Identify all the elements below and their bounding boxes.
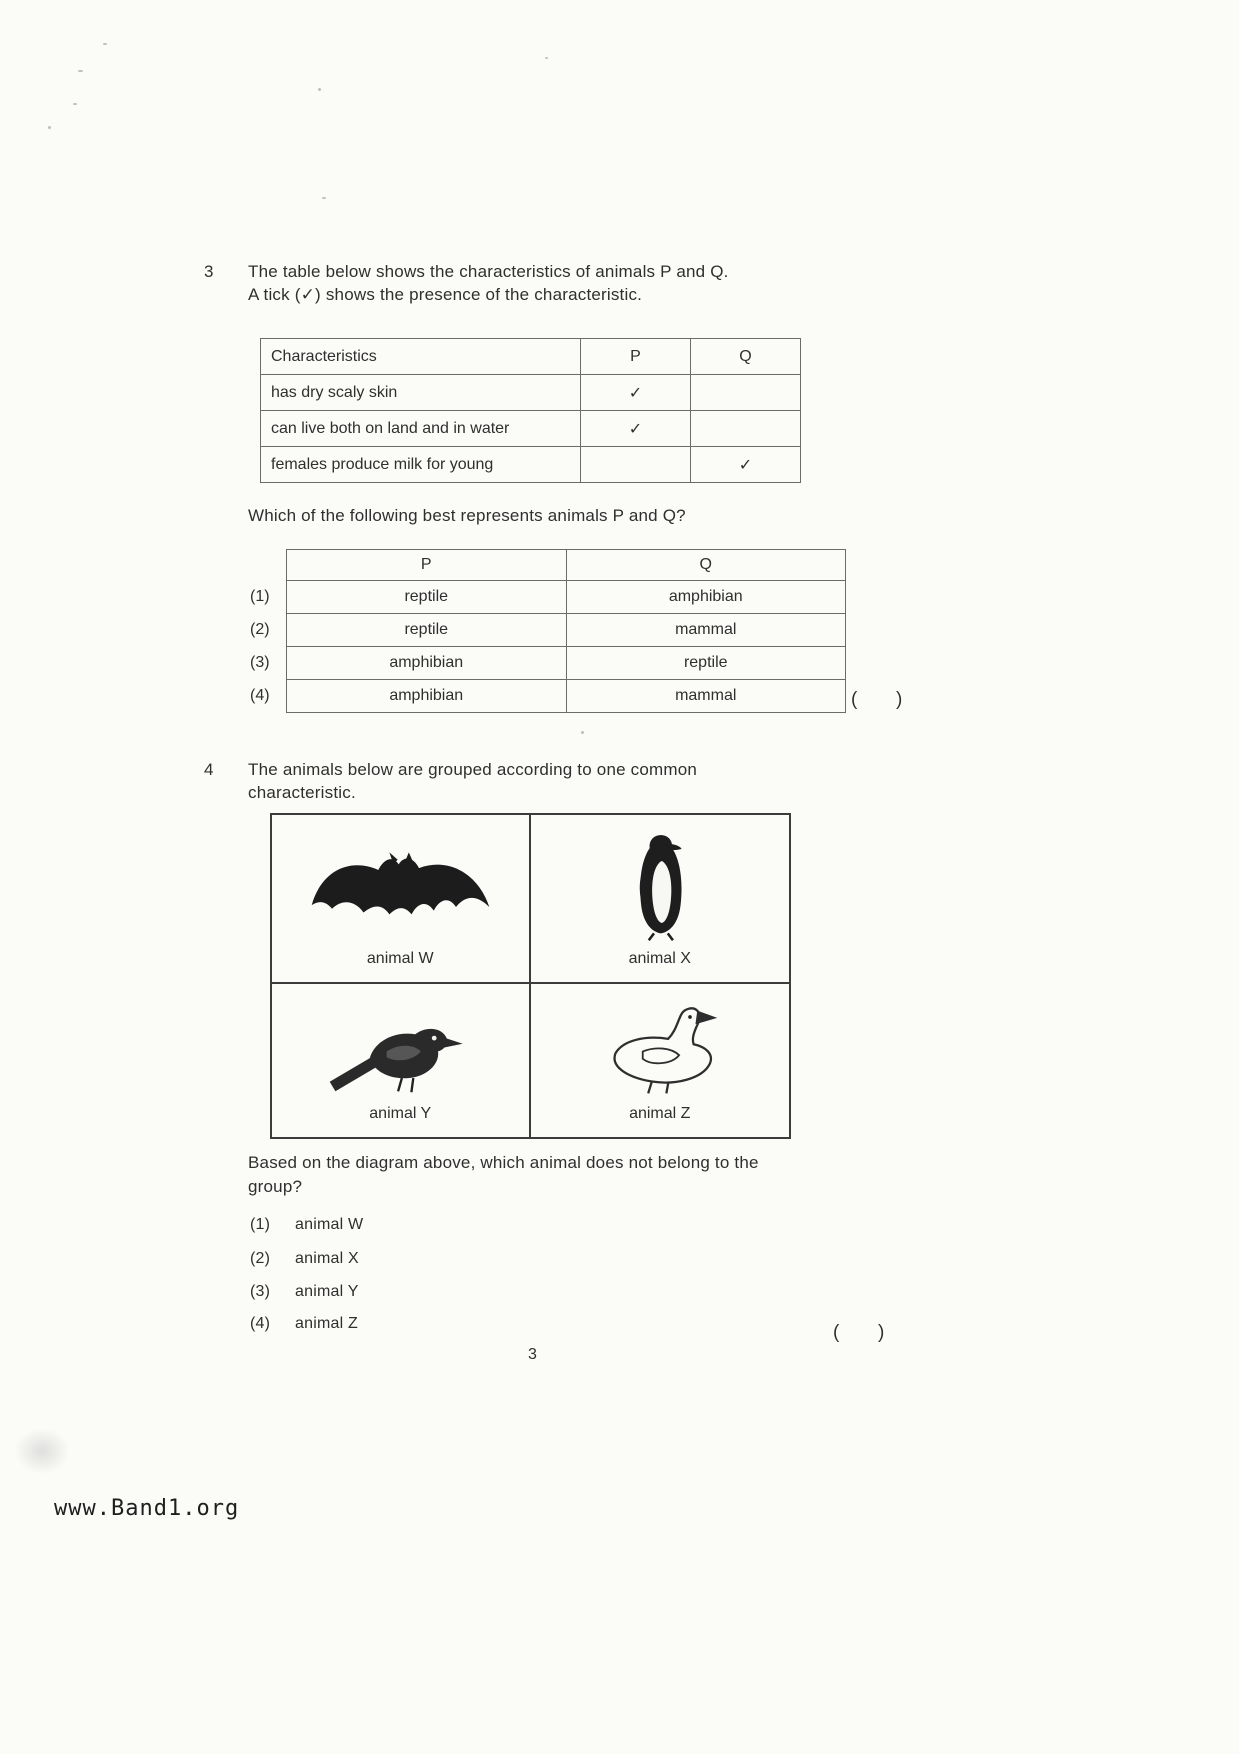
tick-cell-p	[581, 447, 691, 483]
option-p-value: reptile	[287, 614, 567, 647]
option-label: animal W	[295, 1216, 364, 1233]
grid-cell-animal-w	[272, 815, 531, 984]
option-q-value: mammal	[566, 680, 846, 713]
scan-speck	[73, 103, 77, 105]
watermark: www.Band1.org	[54, 1496, 240, 1521]
scan-speck	[318, 88, 321, 91]
scan-speck	[48, 126, 51, 129]
animal-label: animal X	[628, 950, 691, 968]
table-header-row	[287, 550, 846, 581]
table-row	[287, 581, 846, 614]
option-q-value: mammal	[566, 614, 846, 647]
col-header-characteristics: Characteristics	[261, 339, 581, 375]
option-number: (2)	[250, 621, 270, 638]
q3-prompt-line2: A tick (✓) shows the presence of the characteristic.	[248, 285, 643, 304]
tick-cell-q	[691, 375, 801, 411]
q4-prompt-line1: The animals below are grouped according to one common	[248, 760, 698, 779]
scan-smudge	[14, 1428, 70, 1474]
scan-speck	[103, 43, 107, 45]
table-row	[261, 375, 801, 411]
table-row	[287, 614, 846, 647]
option-number: (4)	[250, 687, 270, 704]
answer-bracket-q3: ( )	[851, 689, 904, 710]
option-number: (3)	[250, 654, 270, 671]
animal-label: animal Z	[629, 1104, 691, 1122]
q4-prompt-line2: characteristic.	[248, 783, 356, 802]
col-header-q: Q	[566, 550, 846, 581]
scan-speck	[545, 57, 548, 59]
table-row	[261, 447, 801, 483]
option-p-value: reptile	[287, 581, 567, 614]
characteristics-table	[260, 338, 801, 483]
characteristic-label: has dry scaly skin	[261, 375, 581, 411]
table-row	[261, 411, 801, 447]
duck-icon	[590, 997, 730, 1097]
option-number: (3)	[250, 1283, 271, 1300]
answer-options-table	[286, 549, 846, 713]
scan-speck	[78, 70, 83, 72]
table-row	[287, 680, 846, 713]
answer-bracket-q4: ( )	[833, 1322, 886, 1343]
q4-sub-prompt-line2: group?	[248, 1177, 303, 1196]
bat-icon	[308, 846, 493, 942]
q4-sub-prompt-line1: Based on the diagram above, which animal does not belong to the	[248, 1153, 759, 1172]
penguin-icon	[629, 830, 691, 942]
option-label: animal X	[295, 1250, 359, 1267]
col-header-q: Q	[691, 339, 801, 375]
animal-grid	[270, 813, 791, 1139]
col-header-p: P	[287, 550, 567, 581]
tick-cell-p: ✓	[581, 411, 691, 447]
tick-cell-q: ✓	[691, 447, 801, 483]
tick-cell-q	[691, 411, 801, 447]
scan-speck	[581, 731, 584, 734]
table-row	[287, 647, 846, 680]
grid-cell-animal-x	[531, 815, 790, 984]
option-p-value: amphibian	[287, 680, 567, 713]
tick-cell-p: ✓	[581, 375, 691, 411]
animal-label: animal Y	[369, 1104, 432, 1122]
characteristic-label: females produce milk for young	[261, 447, 581, 483]
option-number: (2)	[250, 1250, 271, 1267]
scan-speck	[322, 197, 326, 199]
option-q-value: reptile	[566, 647, 846, 680]
table-header-row	[261, 339, 801, 375]
option-label: animal Z	[295, 1315, 358, 1332]
animal-label: animal W	[366, 950, 434, 968]
col-header-p: P	[581, 339, 691, 375]
q4-number: 4	[204, 760, 214, 779]
q3-sub-prompt: Which of the following best represents animals P and Q?	[248, 506, 686, 525]
page-number: 3	[528, 1346, 537, 1363]
option-number: (4)	[250, 1315, 271, 1332]
q3-prompt-line1: The table below shows the characteristics of animals P and Q.	[248, 262, 729, 281]
q3-number: 3	[204, 262, 214, 281]
grid-cell-animal-y	[272, 984, 531, 1137]
characteristic-label: can live both on land and in water	[261, 411, 581, 447]
sparrow-icon	[324, 1002, 476, 1097]
option-p-value: amphibian	[287, 647, 567, 680]
option-label: animal Y	[295, 1283, 359, 1300]
grid-cell-animal-z	[531, 984, 790, 1137]
option-number: (1)	[250, 1216, 271, 1233]
option-q-value: amphibian	[566, 581, 846, 614]
option-number: (1)	[250, 588, 270, 605]
